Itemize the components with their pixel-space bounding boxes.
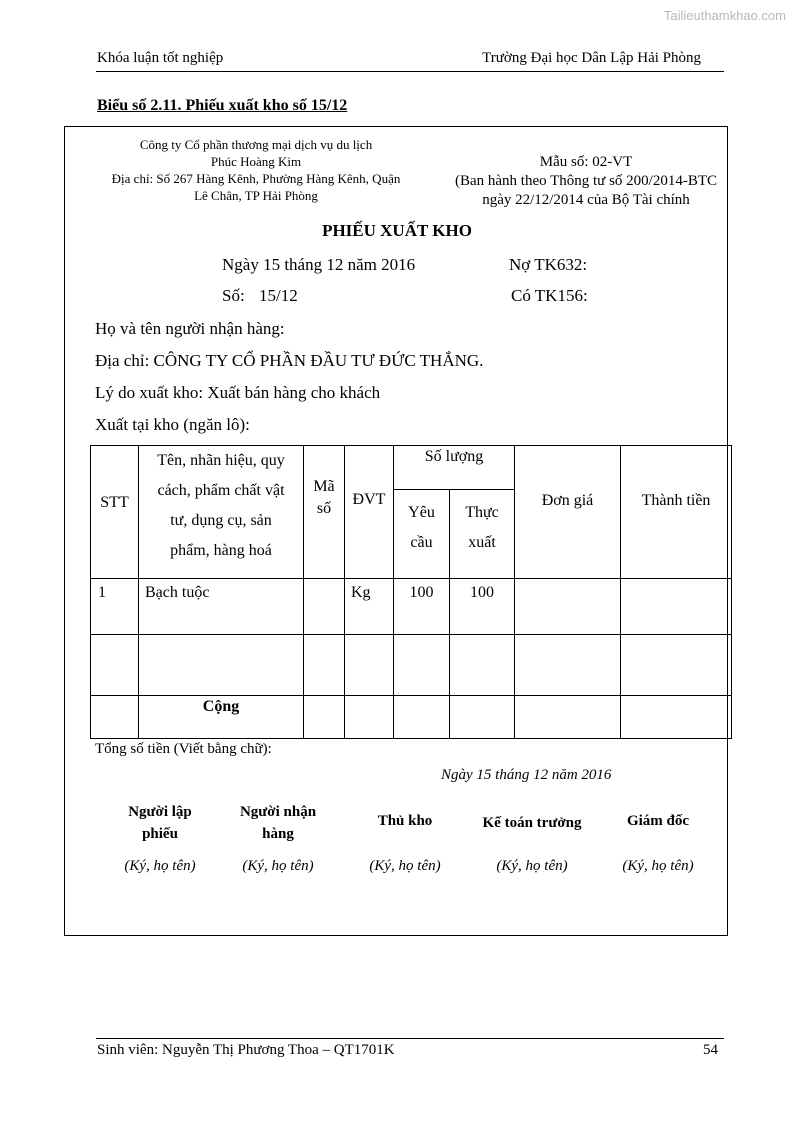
form-line-1: Mẫu số: 02-VT — [539, 154, 633, 170]
receiver-field: Họ và tên người nhận hàng: — [95, 319, 285, 338]
footer-student: Sinh viên: Nguyễn Thị Phương Thoa – QT1701K — [97, 1042, 395, 1058]
header-actual-1: Thực — [465, 504, 499, 521]
row-code — [304, 579, 345, 635]
header-required-2: cầu — [410, 534, 433, 551]
signature-receiver — [223, 801, 333, 845]
form-line-3: ngày 22/12/2014 của Bộ Tài chính — [482, 192, 690, 208]
header-code — [304, 446, 345, 579]
header-unit: ĐVT — [345, 446, 394, 579]
page-number: 54 — [703, 1042, 718, 1058]
header-item-name-2: cách, phẩm chất vật — [157, 482, 285, 499]
maker-title-1: Người lập — [128, 804, 192, 820]
receiver-title-2: hàng — [262, 826, 294, 842]
watermark: Tailieuthamkhao.com — [663, 8, 786, 23]
table-row — [91, 579, 732, 635]
signature-maker — [105, 801, 215, 845]
table-row — [91, 635, 732, 696]
address-field: Địa chỉ: CÔNG TY CỔ PHẦN ĐẦU TƯ ĐỨC THẮNG. — [95, 351, 484, 370]
company-line-1: Công ty Cổ phần thương mại dịch vụ du lịch — [139, 137, 373, 152]
header-code-1: Mã — [313, 478, 335, 495]
row-item-name: Bạch tuộc — [139, 579, 304, 635]
header-quantity: Số lượng — [394, 446, 515, 490]
header-item-name-4: phẩm, hàng hoá — [170, 542, 272, 559]
header-amount: Thành tiền — [621, 446, 732, 579]
header-actual — [450, 490, 515, 579]
accountant-title: Kế toán trưởng — [482, 815, 582, 831]
doc-number-label: Số: — [222, 286, 245, 305]
director-title: Giám đốc — [626, 813, 690, 829]
warehouse-field: Xuất tại kho (ngăn lô): — [95, 415, 250, 434]
company-info — [96, 136, 416, 204]
form-line-2: (Ban hành theo Thông tư số 200/2014-BTC — [454, 173, 717, 189]
total-in-words: Tổng số tiền (Viết bằng chữ): — [95, 741, 272, 757]
total-row — [91, 696, 732, 739]
debit-account: Nợ TK632: — [509, 255, 588, 274]
keeper-sign-note: (Ký, họ tên) — [369, 858, 441, 874]
row-unit-price — [515, 579, 621, 635]
header-stt: STT — [91, 446, 139, 579]
row-actual: 100 — [450, 579, 515, 635]
header-actual-2: xuất — [468, 534, 496, 551]
signature-date: Ngày 15 tháng 12 năm 2016 — [441, 767, 612, 783]
header-required-1: Yêu — [408, 504, 435, 521]
total-label: Cộng — [139, 696, 304, 739]
row-required: 100 — [394, 579, 450, 635]
header-unit-price: Đơn giá — [515, 446, 621, 579]
header-item-name — [139, 446, 304, 579]
header-left: Khóa luận tốt nghiệp — [97, 50, 224, 66]
doc-number-value: 15/12 — [259, 286, 298, 305]
goods-table — [90, 445, 732, 739]
header-right: Trường Đại học Dân Lập Hải Phòng — [482, 50, 701, 66]
section-title: Biểu số 2.11. Phiếu xuất kho số 15/12 — [97, 97, 348, 114]
document-title: PHIẾU XUẤT KHO — [322, 221, 472, 240]
header-item-name-1: Tên, nhãn hiệu, quy — [157, 452, 285, 469]
header-code-2: số — [316, 500, 332, 517]
row-unit: Kg — [345, 579, 394, 635]
receiver-sign-note: (Ký, họ tên) — [242, 858, 314, 874]
receiver-title-1: Người nhận — [239, 804, 317, 820]
credit-account: Có TK156: — [511, 286, 588, 305]
keeper-title: Thủ kho — [377, 813, 433, 829]
row-amount — [621, 579, 732, 635]
header-item-name-3: tư, dụng cụ, sản — [170, 512, 272, 529]
director-sign-note: (Ký, họ tên) — [622, 858, 694, 874]
maker-sign-note: (Ký, họ tên) — [124, 858, 196, 874]
maker-title-2: phiếu — [142, 826, 178, 842]
footer-divider — [96, 1038, 724, 1039]
company-line-4: Lê Chân, TP Hải Phòng — [194, 188, 318, 203]
row-stt: 1 — [91, 579, 139, 635]
header-required — [394, 490, 450, 579]
form-info — [436, 153, 736, 210]
company-line-3: Địa chỉ: Số 267 Hàng Kênh, Phường Hàng Kênh, Quận — [111, 171, 401, 186]
header-divider — [96, 71, 724, 72]
issue-date: Ngày 15 tháng 12 năm 2016 — [222, 255, 416, 274]
accountant-sign-note: (Ký, họ tên) — [496, 858, 568, 874]
reason-field: Lý do xuất kho: Xuất bán hàng cho khách — [95, 383, 381, 402]
company-line-2: Phúc Hoàng Kim — [210, 154, 302, 169]
